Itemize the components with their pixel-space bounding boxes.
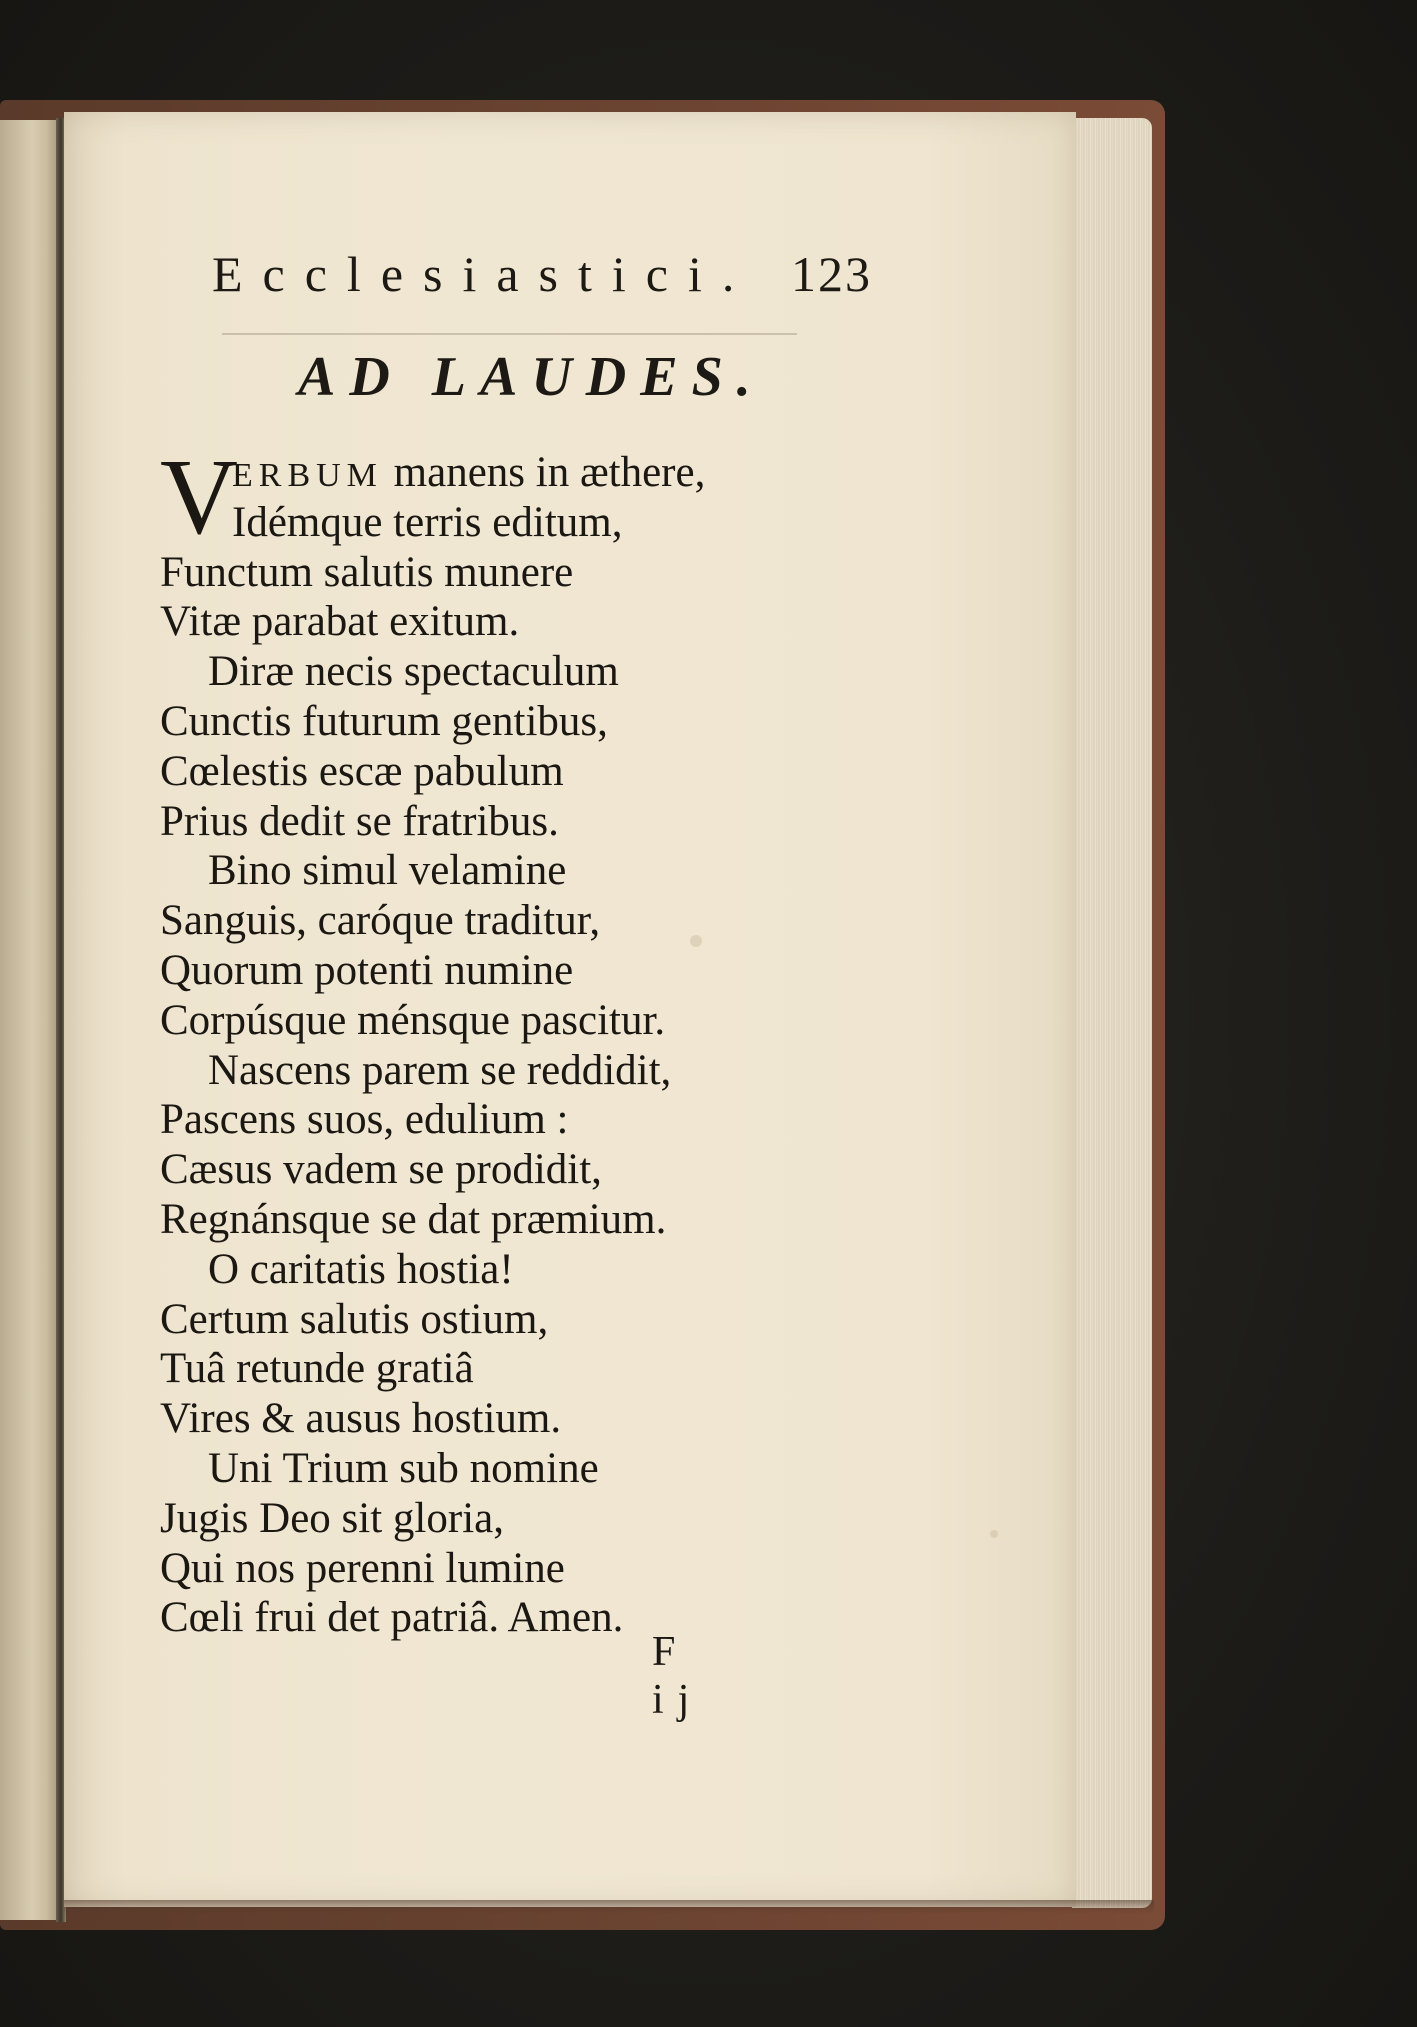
first-word-small-caps: ERBUM — [232, 457, 383, 494]
header-rule — [222, 333, 797, 335]
hymn-line: O caritatis hostia! — [208, 1245, 514, 1293]
hymn-line: Certum salutis ostium, — [160, 1295, 549, 1343]
hymn-line: Idémque terris editum, — [232, 498, 623, 546]
left-page-edge — [0, 120, 58, 1920]
hymn-line: Jugis Deo sit gloria, — [160, 1494, 504, 1542]
hymn-line: Cœli frui det patriâ. Amen. — [160, 1594, 624, 1642]
running-head-title: Ecclesiastici. — [212, 246, 755, 302]
hymn-line: Qui nos perenni lumine — [160, 1544, 565, 1592]
section-title: AD LAUDES. — [298, 346, 765, 408]
hymn-line: Cœlestis escæ pabulum — [160, 747, 564, 795]
hymn-line: Prius dedit se fratribus. — [160, 797, 559, 845]
hymn-line: Diræ necis spectaculum — [208, 648, 619, 696]
hymn-line: Vitæ parabat exitum. — [160, 598, 520, 646]
foxing-spot — [990, 1530, 998, 1538]
hymn-line: Sanguis, caróque traditur, — [160, 897, 601, 945]
hymn-line: Cæsus vadem se prodidit, — [160, 1146, 602, 1194]
page-bottom-shadow — [64, 1900, 1154, 1914]
hymn-line — [160, 448, 860, 498]
hymn-line: Nascens parem se reddidit, — [208, 1046, 672, 1094]
running-head — [212, 245, 872, 305]
hymn-text — [160, 438, 860, 1643]
hymn-line: Tuâ retunde gratiâ — [160, 1345, 474, 1393]
signature-mark: F ij — [652, 1629, 704, 1723]
hymn-line: Vires & ausus hostium. — [160, 1395, 562, 1443]
page-number: 123 — [791, 246, 872, 302]
hymn-line: Bino simul velamine — [208, 847, 567, 895]
drop-cap: V — [160, 438, 238, 557]
hymn-line: Functum salutis munere — [160, 548, 574, 596]
hymn-line: Uni Trium sub nomine — [208, 1444, 599, 1492]
hymn-line: Quorum potenti numine — [160, 946, 574, 994]
hymn-line: Corpúsque ménsque pascitur. — [160, 996, 666, 1044]
hymn-line-text: manens in æthere, — [393, 449, 706, 496]
hymn-line: Cunctis futurum gentibus, — [160, 697, 608, 745]
page-edges — [1072, 118, 1152, 1908]
hymn-line: Regnánsque se dat præmium. — [160, 1195, 667, 1243]
hymn-line: Pascens suos, edulium : — [160, 1096, 569, 1144]
